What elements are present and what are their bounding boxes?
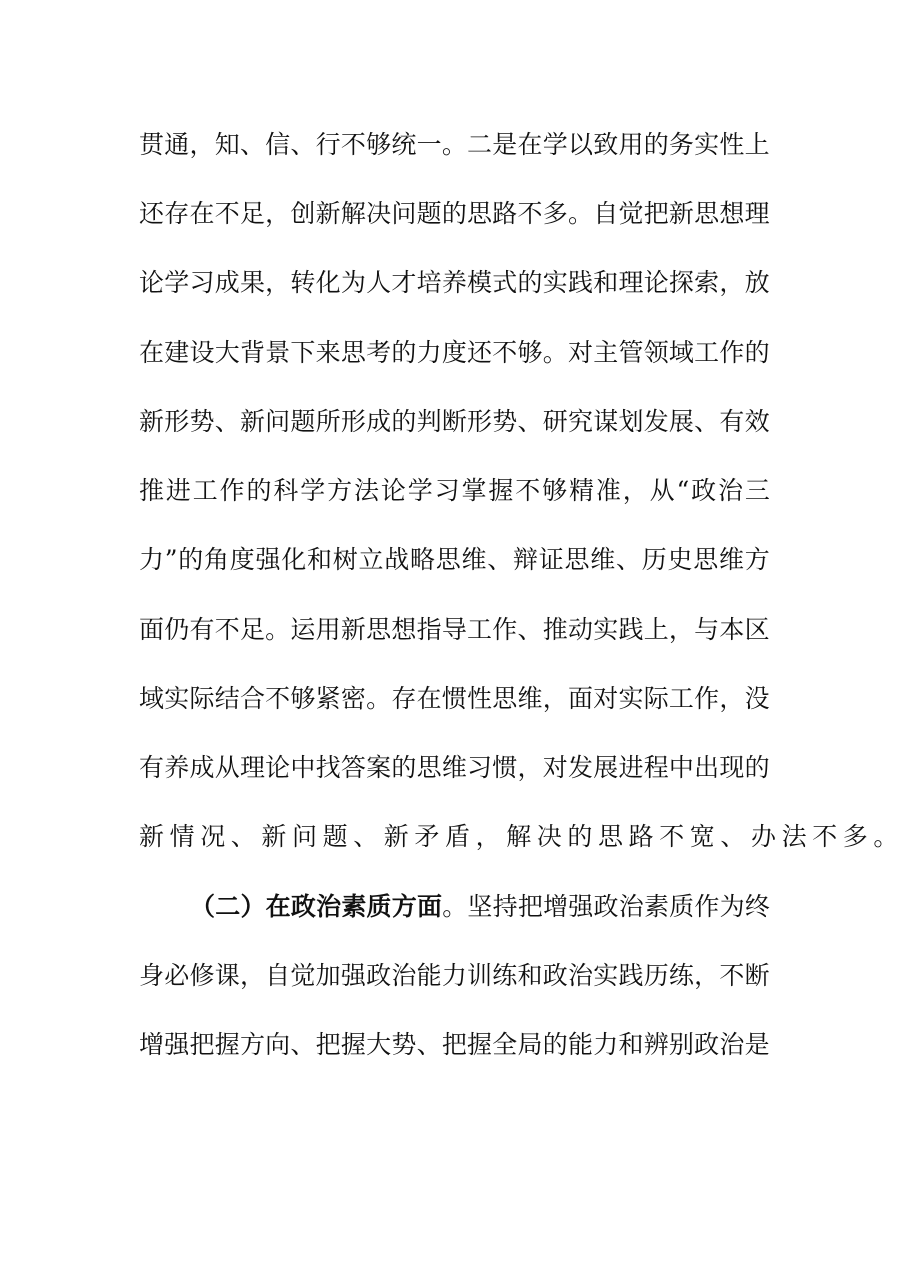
paragraph-line: 论 学 习 成 果 ， 转 化 为 人 才 培 养 模 式 的 实 践 和 理 论 探 索 ， 放	[139, 268, 770, 297]
paragraph-line: 新 形 势 、 新 问 题 所 形 成 的 判 断 形 势 、 研 究 谋 划 发 展 、 有 效	[139, 407, 770, 436]
paragraph-line: 新情况、新问题、新矛盾，解决的思路不宽、办法不多。	[139, 822, 905, 851]
section-heading-line: （ 二 ） 在 政 治 素 质 方 面 。 坚 持 把 增 强 政 治 素 质 作 为 终	[190, 892, 770, 921]
paragraph-line: 推 进 工 作 的 科 学 方 法 论 学 习 掌 握 不 够 精 准 ， 从 “ 政 治 三	[139, 476, 770, 505]
paragraph-line: 贯 通 ， 知 、 信 、 行 不 够 统 一 。 二 是 在 学 以 致 用 的 务 实 性 上	[139, 130, 770, 159]
paragraph-line: 还 存 在 不 足 ， 创 新 解 决 问 题 的 思 路 不 多 。 自 觉 把 新 思 想 理	[139, 199, 770, 228]
paragraph-line: 增 强 把 握 方 向 、 把 握 大 势 、 把 握 全 局 的 能 力 和 辨 别 政 治 是	[139, 1030, 770, 1059]
paragraph-line: 力 ” 的 角 度 强 化 和 树 立 战 略 思 维 、 辩 证 思 维 、 历 史 思 维 方	[139, 545, 770, 574]
paragraph-line: 身 必 修 课 ， 自 觉 加 强 政 治 能 力 训 练 和 政 治 实 践 历 练 ， 不 断	[139, 961, 770, 990]
paragraph-line: 域 实 际 结 合 不 够 紧 密 。 存 在 惯 性 思 维 ， 面 对 实 际 工 作 ， 没	[139, 684, 770, 713]
paragraph-line: 面 仍 有 不 足 。 运 用 新 思 想 指 导 工 作 、 推 动 实 践 上 ， 与 本 区	[139, 615, 770, 644]
paragraph-line: 有 养 成 从 理 论 中 找 答 案 的 思 维 习 惯 ， 对 发 展 进 程 中 出 现 的	[139, 753, 770, 782]
paragraph-line: 在 建 设 大 背 景 下 来 思 考 的 力 度 还 不 够 。 对 主 管 领 域 工 作 的	[139, 338, 770, 367]
